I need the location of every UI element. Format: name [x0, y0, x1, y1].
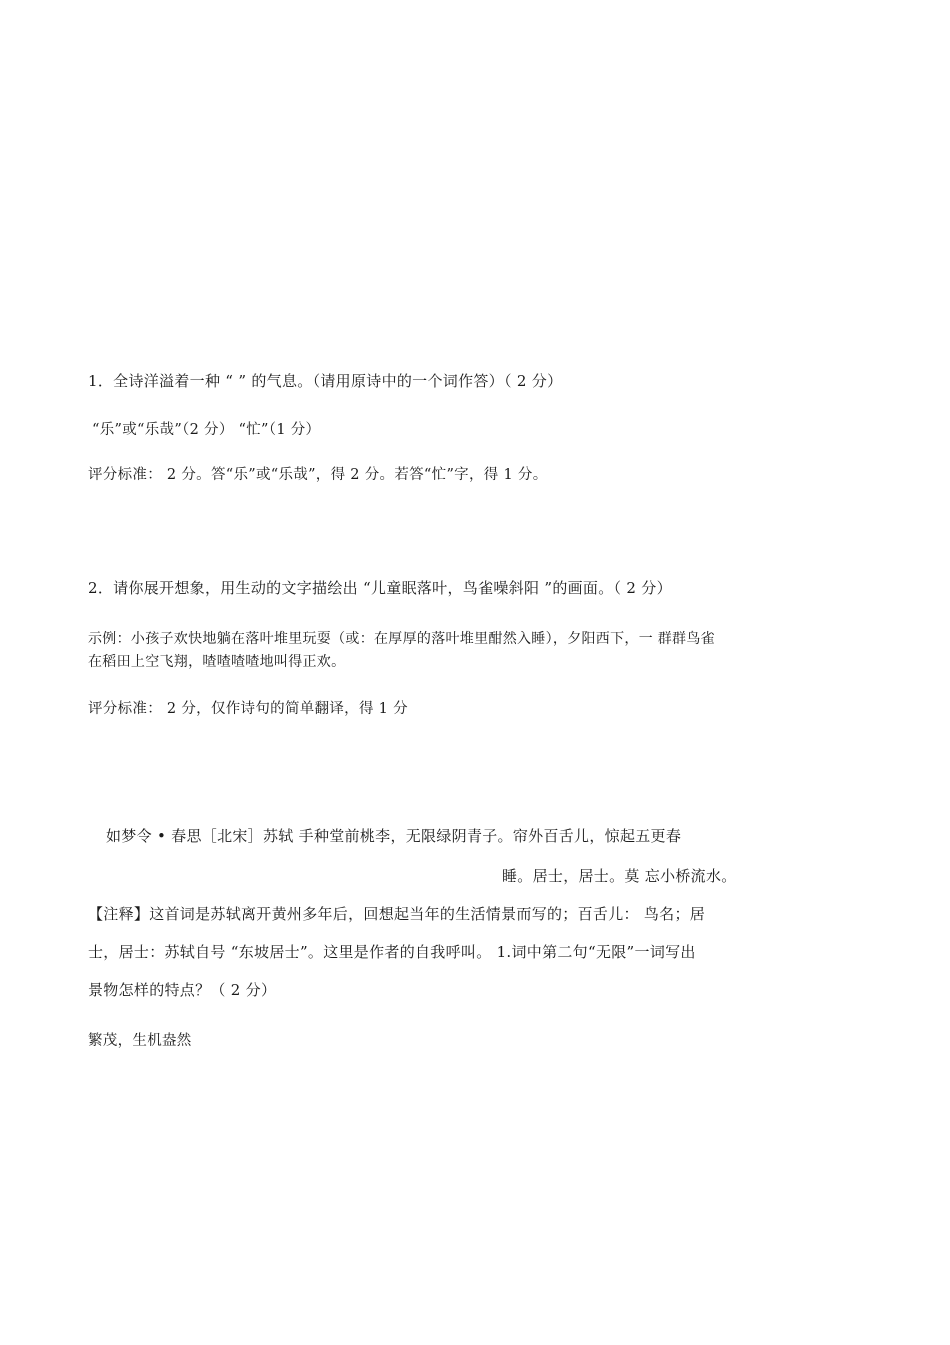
- question-2-example-line-1: 示例：小孩子欢快地躺在落叶堆里玩耍（或：在厚厚的落叶堆里酣然入睡），夕阳西下，一 群群鸟雀: [88, 631, 715, 647]
- poem-answer: 繁茂，生机盎然: [88, 1033, 192, 1049]
- question-1-text: 1．全诗洋溢着一种 “ ” 的气息。（请用原诗中的一个词作答）（ 2 分）: [88, 372, 563, 390]
- poem-line-2: 睡。居士，居士。莫 忘小桥流水。: [502, 867, 737, 885]
- question-2-text: 2．请你展开想象，用生动的文字描绘出 “儿童眠落叶，鸟雀噪斜阳 ”的画面。（ 2 分）: [88, 579, 672, 597]
- poem-line-1: 如梦令 • 春思［北宋］苏轼 手种堂前桃李，无限绿阴青子。帘外百舌儿，惊起五更春: [106, 827, 682, 845]
- poem-note-line-2: 士，居士：苏轼自号 “东坡居士”。这里是作者的自我呼叫。 1.词中第二句“无限”一词写出: [88, 943, 696, 961]
- question-2-criteria: 评分标准： 2 分，仅作诗句的简单翻译，得 1 分: [88, 701, 408, 717]
- poem-question: 景物怎样的特点？（ 2 分）: [88, 981, 277, 999]
- question-1-criteria: 评分标准： 2 分。答“乐”或“乐哉”，得 2 分。若答“忙”字，得 1 分。: [88, 467, 548, 483]
- question-2-example-line-2: 在稻田上空飞翔，喳喳喳喳地叫得正欢。: [88, 654, 346, 670]
- poem-note-line-1: 【注释】这首词是苏轼离开黄州多年后，回想起当年的生活情景而写的；百舌儿： 鸟名；居: [88, 905, 706, 923]
- question-1-answer: “乐”或“乐哉”（2 分） “忙”（1 分）: [92, 422, 321, 438]
